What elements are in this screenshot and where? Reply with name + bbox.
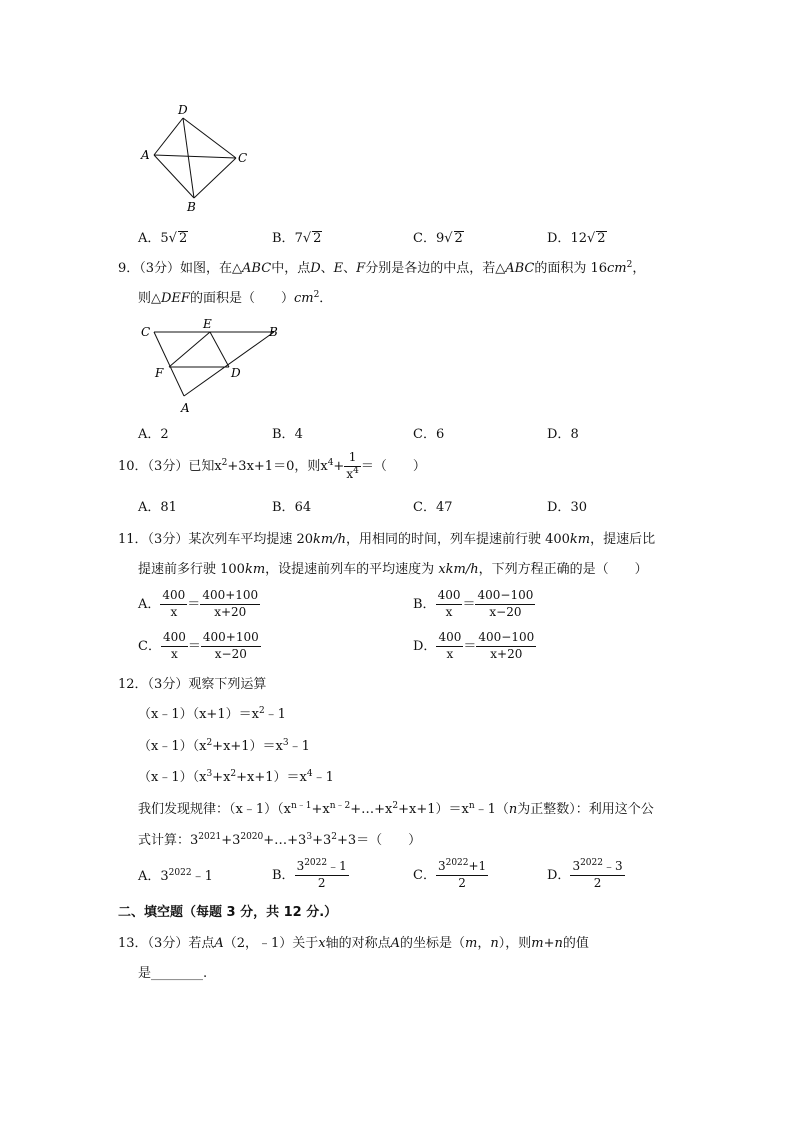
q12-option-c[interactable]: C． $\frac{3^{2022}+1}{2}$ — [413, 858, 487, 890]
q11-option-a[interactable]: A． $\frac{400}{x}$ ＝ $\frac{400+100}{x+20}$ — [138, 588, 259, 619]
q11-option-d[interactable]: D． $\frac{400}{x}$ ＝ $\frac{400-100}{x+20}$ — [413, 630, 535, 661]
answer-blank[interactable]: ________ — [151, 966, 204, 981]
q8-option-d[interactable]: D．12√ 2 — [547, 231, 606, 246]
vertex-label-b: B — [269, 325, 278, 339]
q12-option-b[interactable]: B． $\frac{3^{2022}﹣1}{2}$ — [272, 858, 347, 890]
q12-option-d[interactable]: D． $\frac{3^{2022}﹣3}{2}$ — [547, 858, 623, 890]
vertex-label-d: D — [178, 103, 188, 117]
triangle-figure — [138, 316, 288, 418]
vertex-label-c: C — [238, 151, 248, 165]
vertex-label-a: A — [141, 148, 150, 162]
vertex-label-e: E — [203, 317, 212, 331]
q10-stem: 10．（3分）已知$x^2+3x+1=0$，则$x^4+$ $\frac{1}{x^4}$ ＝（ ） — [118, 450, 426, 481]
q11-option-b[interactable]: B． $\frac{400}{x}$ ＝ $\frac{400-100}{x-20}$ — [413, 588, 534, 619]
section-title: 二、填空题（每题 3 分，共 12 分.） — [118, 905, 338, 920]
q12-row-1: $(x﹣1)(x+1)=x^2﹣1$ — [138, 706, 286, 722]
q9-stem-line2: 则△DEF的面积是（ ）$cm^2$． — [138, 290, 333, 306]
q8-option-b[interactable]: B．7√ 2 — [272, 231, 322, 246]
vertex-label-f: F — [155, 366, 164, 380]
rhombus-figure — [138, 100, 258, 215]
q10-option-b[interactable]: B．64 — [272, 500, 312, 515]
q12-row-2: $(x﹣1)(x^2+x+1)=x^3﹣1$ — [138, 738, 310, 754]
q9-option-b[interactable]: B．4 — [272, 427, 303, 442]
q13-stem-line1: 13．（3分）若点A（2，﹣1）关于x轴的对称点A的坐标是（m，n），则m+n的值 — [118, 936, 589, 951]
q8-option-c[interactable]: C．9√ 2 — [413, 231, 463, 246]
q9-stem-line1: 9．（3分）如图，在△ABC中，点D、E、F分别是各边的中点，若△ABC的面积为 $16cm^2$， — [118, 260, 646, 276]
q13-stem-line2: 是________. — [138, 966, 208, 981]
q10-option-d[interactable]: D．30 — [547, 500, 587, 515]
q11-stem-line2: 提速前多行驶 100km，设提速前列车的平均速度为 xkm/h，下列方程正确的是（ ） — [138, 562, 648, 577]
q9-option-d[interactable]: D．8 — [547, 427, 579, 442]
q10-fraction: $\frac{1}{x^4}$ — [346, 450, 359, 481]
q9-option-c[interactable]: C．6 — [413, 427, 445, 442]
vertex-label-a: A — [181, 401, 190, 415]
q12-title: 12．（3分）观察下列运算 — [118, 677, 267, 692]
vertex-label-b: B — [187, 200, 196, 214]
q12-row-3: $(x﹣1)(x^3+x^2+x+1)=x^4﹣1$ — [138, 769, 334, 785]
vertex-label-d: D — [231, 366, 241, 380]
q12-rule: 我们发现规律：$(x﹣1)(x^{n﹣1}+x^{n﹣2}+\dots+x^2+x+1)=x^n﹣1(n$为正整数）：利用这个公 — [138, 801, 654, 817]
q11-stem-line1: 11．（3分）某次列车平均提速 20km/h，用相同的时间，列车提速前行驶 400km，提速后比 — [118, 532, 656, 547]
q8-option-a[interactable]: A．5√ 2 — [138, 231, 188, 246]
q12-option-a[interactable]: A．$3^{2022}﹣1$ — [138, 868, 213, 884]
q11-option-c[interactable]: C． $\frac{400}{x}$ ＝ $\frac{400+100}{x-20}$ — [138, 630, 259, 661]
q10-option-c[interactable]: C．47 — [413, 500, 453, 515]
vertex-label-c: C — [141, 325, 151, 339]
q9-option-a[interactable]: A．2 — [138, 427, 169, 442]
q10-option-a[interactable]: A．81 — [138, 500, 177, 515]
q12-calc: 式计算：$3^{2021}+3^{2020}+\dots+3^3+3^2+3=$（ ） — [138, 832, 422, 848]
